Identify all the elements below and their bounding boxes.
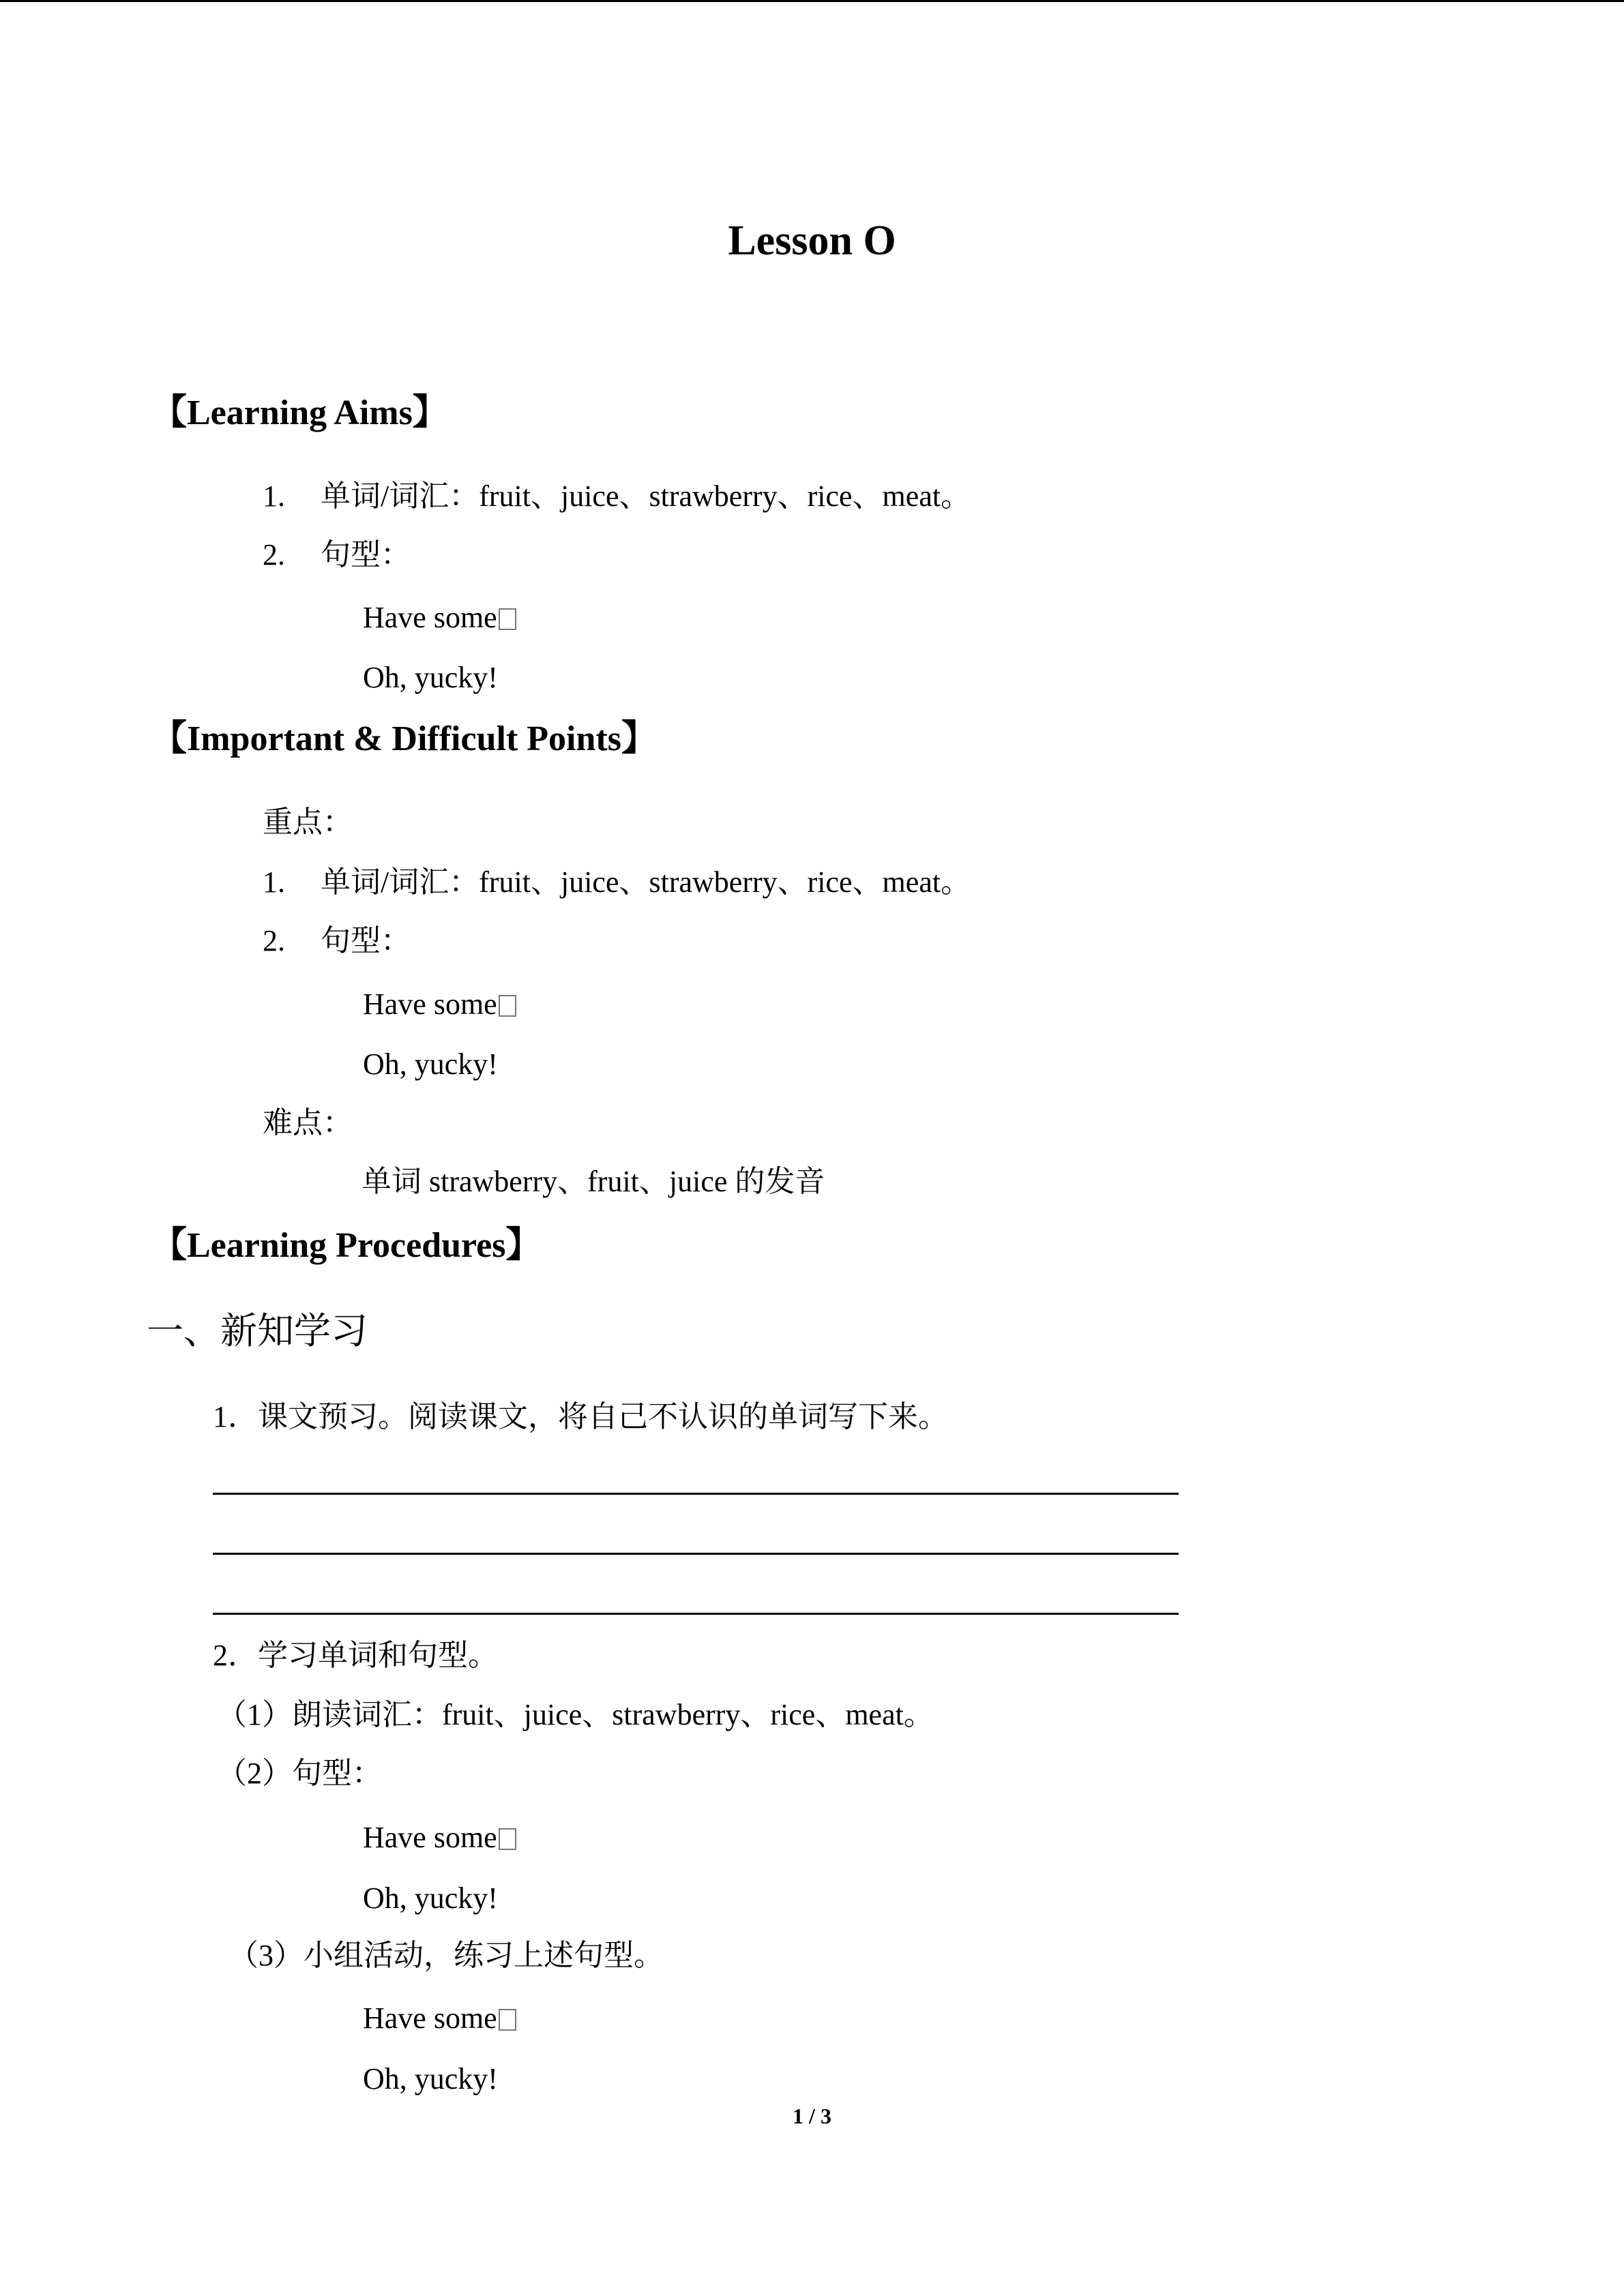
points-sentence-2: Oh, yucky! — [363, 1047, 498, 1081]
points-item-2-text: 句型： — [321, 924, 411, 957]
page-number: 1 / 3 — [793, 2104, 831, 2128]
aims-item-2-text: 句型： — [321, 538, 411, 571]
points-item-1-number: 1. — [263, 865, 285, 899]
aims-item-2-number: 2. — [263, 538, 285, 571]
step-2-text: 2．学习单词和句型。 — [213, 1639, 498, 1672]
learning-aims-heading: 【Learning Aims】 — [151, 393, 448, 432]
page-top-border — [0, 0, 1624, 2]
difficult-points-text: 单词 strawberry、fruit、juice 的发音 — [361, 1165, 825, 1198]
aims-sentence-2: Oh, yucky! — [363, 661, 498, 694]
aims-item-1-text: 单词/词汇：fruit、juice、strawberry、rice、meat。 — [321, 479, 971, 513]
sub2-sentence-2: Oh, yucky! — [363, 1881, 498, 1915]
aims-sentence-1: Have some — [363, 603, 516, 633]
missing-glyph-box — [499, 1828, 516, 1850]
missing-glyph-box — [499, 2009, 516, 2031]
answer-line-2[interactable] — [213, 1553, 1179, 1555]
aims-item-1-number: 1. — [263, 479, 285, 513]
sub3-sentence-2: Oh, yucky! — [363, 2062, 498, 2096]
points-sentence-1: Have some — [363, 989, 516, 1019]
answer-line-1[interactable] — [213, 1493, 1179, 1495]
points-item-1-text: 单词/词汇：fruit、juice、strawberry、rice、meat。 — [321, 865, 971, 899]
missing-glyph-box — [499, 995, 516, 1017]
points-item-2-number: 2. — [263, 924, 285, 957]
key-points-label: 重点： — [263, 805, 353, 839]
learning-procedures-heading: 【Learning Procedures】 — [151, 1226, 542, 1265]
difficult-points-label: 难点： — [263, 1106, 353, 1139]
missing-glyph-box — [499, 608, 516, 630]
sub-step-1: （1）朗读词汇：fruit、juice、strawberry、rice、meat。 — [217, 1698, 934, 1731]
page-title: Lesson O — [728, 218, 896, 264]
sub2-sentence-1: Have some — [363, 1823, 516, 1853]
step-1-text: 1．课文预习。阅读课文，将自己不认识的单词写下来。 — [213, 1400, 948, 1433]
important-points-heading: 【Important & Difficult Points】 — [151, 719, 657, 758]
sub3-sentence-1: Have some — [363, 2003, 516, 2033]
section-new-knowledge: 一、新知学习 — [147, 1311, 368, 1352]
sub-step-3: （3）小组活动，练习上述句型。 — [228, 1939, 664, 1972]
sub-step-2: （2）句型： — [217, 1757, 382, 1790]
answer-line-3[interactable] — [213, 1613, 1179, 1615]
